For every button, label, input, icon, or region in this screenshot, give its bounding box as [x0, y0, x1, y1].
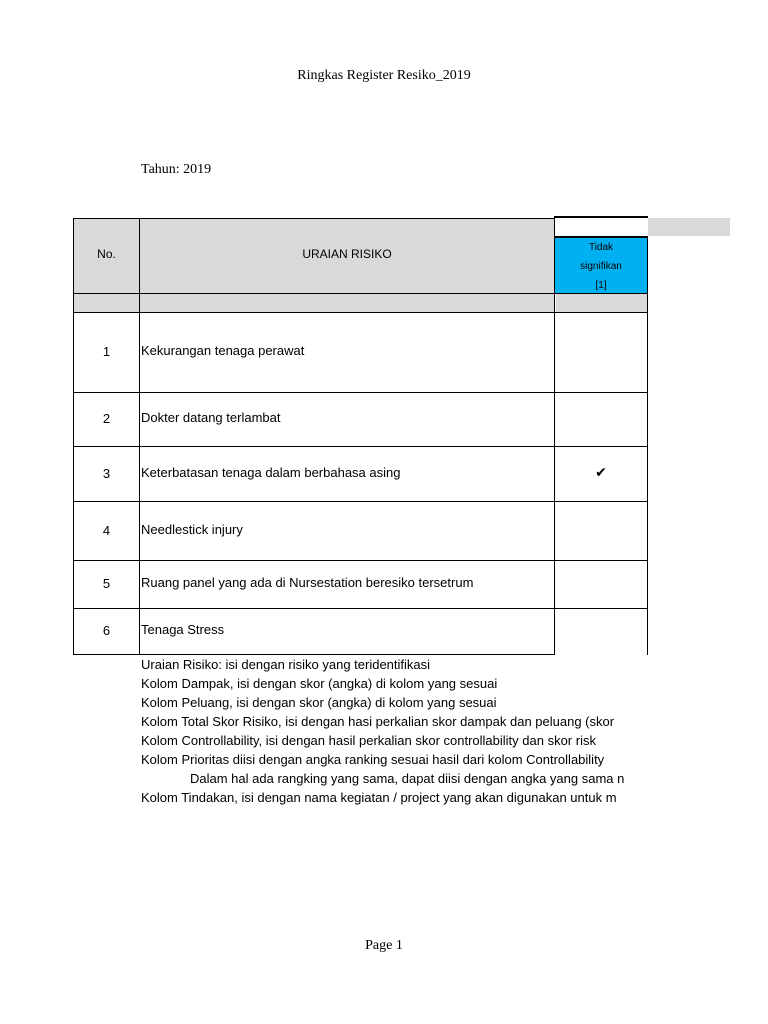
grid-line [647, 236, 648, 655]
note-line: Uraian Risiko: isi dengan risiko yang teridentifikasi [141, 657, 431, 672]
risk-description: Kekurangan tenaga perawat [141, 343, 305, 358]
note-line: Kolom Tindakan, isi dengan nama kegiatan / project yang akan digunakan untuk m [141, 790, 617, 805]
row-number: 3 [102, 466, 111, 481]
risk-description: Ruang panel yang ada di Nursestation beresiko tersetrum [141, 575, 474, 590]
year-label: Tahun: 2019 [141, 162, 212, 177]
note-line-indented: Dalam hal ada rangking yang sama, dapat diisi dengan angka yang sama n [190, 771, 625, 786]
grid-line [74, 218, 555, 219]
note-line: Kolom Total Skor Risiko, isi dengan hasi perkalian skor dampak dan peluang (skor [141, 714, 615, 729]
row-number: 4 [102, 523, 111, 538]
impact-line1: Tidak [588, 242, 614, 253]
note-line: Kolom Controllability, isi dengan hasil perkalian skor controllability dan skor risk [141, 733, 596, 748]
grid-line [74, 501, 648, 502]
impact-column-header [555, 236, 647, 293]
document-title: Ringkas Register Resiko_2019 [297, 68, 471, 83]
risk-description: Keterbatasan tenaga dalam berbahasa asing [141, 465, 401, 480]
risk-description: Needlestick injury [141, 522, 243, 537]
grid-line [74, 560, 648, 561]
grid-line [139, 218, 140, 655]
row-number: 2 [102, 411, 111, 426]
grid-line [74, 312, 648, 313]
subheader-fill [74, 294, 555, 312]
grid-line [74, 293, 648, 294]
note-line: Kolom Peluang, isi dengan skor (angka) di kolom yang sesuai [141, 695, 497, 710]
grid-line [555, 216, 648, 218]
impact-line2: signifikan [580, 261, 622, 272]
note-line: Kolom Prioritas diisi dengan angka ranking sesuai hasil dari kolom Controllability [141, 752, 605, 767]
note-line: Kolom Dampak, isi dengan skor (angka) di kolom yang sesuai [141, 676, 498, 691]
column-header-no: No. [97, 247, 116, 261]
grid-line [74, 392, 648, 393]
risk-description: Tenaga Stress [141, 622, 225, 637]
risk-description: Dokter datang terlambat [141, 410, 281, 425]
row-number: 1 [102, 344, 111, 359]
grid-line [554, 216, 555, 655]
subheader-fill-impact [556, 294, 647, 312]
row-number: 6 [102, 623, 111, 638]
grid-line [74, 608, 648, 609]
check-icon: ✔ [595, 464, 607, 480]
grid-line [74, 446, 648, 447]
impact-line3: [1] [595, 280, 607, 291]
column-header-risk: URAIAN RISIKO [302, 247, 392, 261]
page-number: Page 1 [365, 938, 403, 953]
row-number: 5 [102, 576, 111, 591]
header-fill-right [648, 218, 730, 236]
